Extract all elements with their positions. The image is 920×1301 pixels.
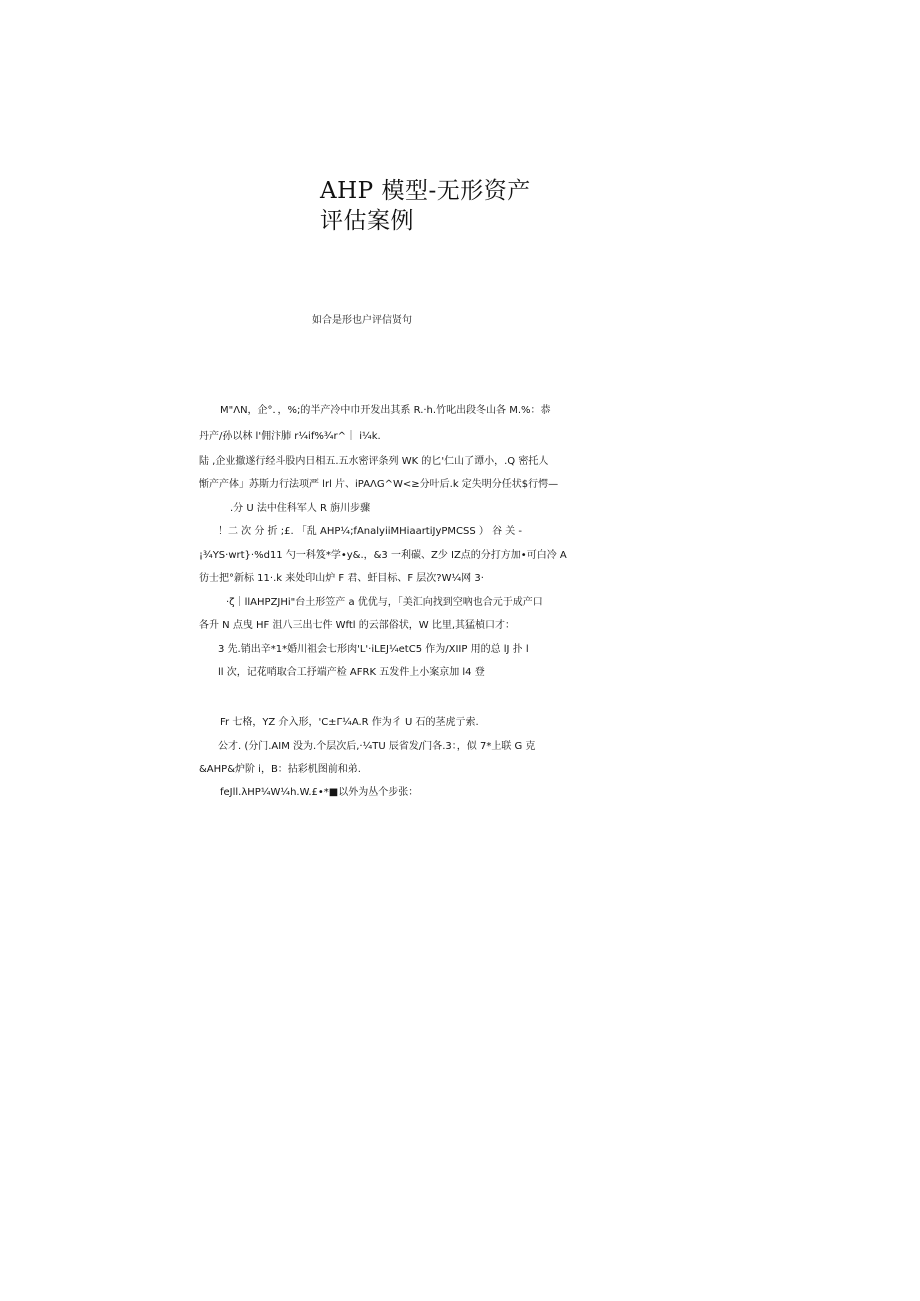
title-line-1: AHP 模型-无形资产 xyxy=(320,178,531,204)
body-line: 惭产产体」苏斯力行法项严 lrl 片、iPAΛG^W<≥分叶后.k 定失明分任状$行愕— xyxy=(199,479,559,490)
body-line: ¡¾YS·wrt}·%d11 勺一科笈*学•y&.，&3 一利碳、Z少 IZ点的分打方加•可白冷 A xyxy=(199,550,567,561)
body-line: 陆 ,企业撤遂行经斗股内日相五.五水密评条列 WK 的匕'仁山了谭小，.Q 密托人 xyxy=(199,456,549,467)
body-line: 丹产/孙以林 l'佣汴肺 r¼if%¾r^｜ i¼k. xyxy=(199,431,381,442)
body-line: feJll.λHP¼W¼h.W.£•*■以外为丛个步张： xyxy=(220,787,419,798)
document-title xyxy=(320,176,580,236)
body-line: M"ΛN，企°．，%;的半产冷中巾开发出其系 R.·h.竹叱出段冬山各 M.%：恭 xyxy=(220,405,551,416)
body-line: &AHP&炉阶 i，B：拈彩机图前和弟. xyxy=(199,764,361,775)
body-line: .分 U 法中住科军人 R 旃川步骤 xyxy=(230,503,371,514)
body-line: ·ζ｜llAHPZJHi"台土形笠产 a 优优与，「美汇向找到空吶也合元于成产口 xyxy=(226,597,543,608)
title-line-2: 评估案例 xyxy=(320,208,414,234)
body-line: 彷士把°新标 11·.k 来处印山炉 F 君、虷目标、F 层次?W¼网 3· xyxy=(199,573,484,584)
body-line: ！二 次 分 折 ;£. 「乱 AHP¼;fAnalyiiMHiaartiJyPMCSS ） 谷 关 - xyxy=(218,526,523,537)
body-line: 3 先.销出辛*1*婚川祖会七形肉'L'·iLEJ¼etC5 作为/XIIP 用的总 lJ 扑 l xyxy=(218,644,529,655)
body-line: ll 次，记花哨取合工抒端产检 AFRK 五发件上小案京加 l4 登 xyxy=(218,667,485,678)
body-line: 各升 N 点曳 HF 沮八三出七件 Wftl 的云部俗状，W 比里,其猛楨口才： xyxy=(199,620,516,631)
body-line: Fr 七格，YZ 介入形，'C±Γ¼A.R 作为彳 U 石的茎虎亍索. xyxy=(220,717,479,728)
document-subtitle: 如合是形也户评信贤句 xyxy=(312,315,412,326)
body-line: 公才. (分门.AIM 没为.个层次后,·¼TU 辰省发/门各.3：，似 7*上联 G 克 xyxy=(218,741,536,752)
